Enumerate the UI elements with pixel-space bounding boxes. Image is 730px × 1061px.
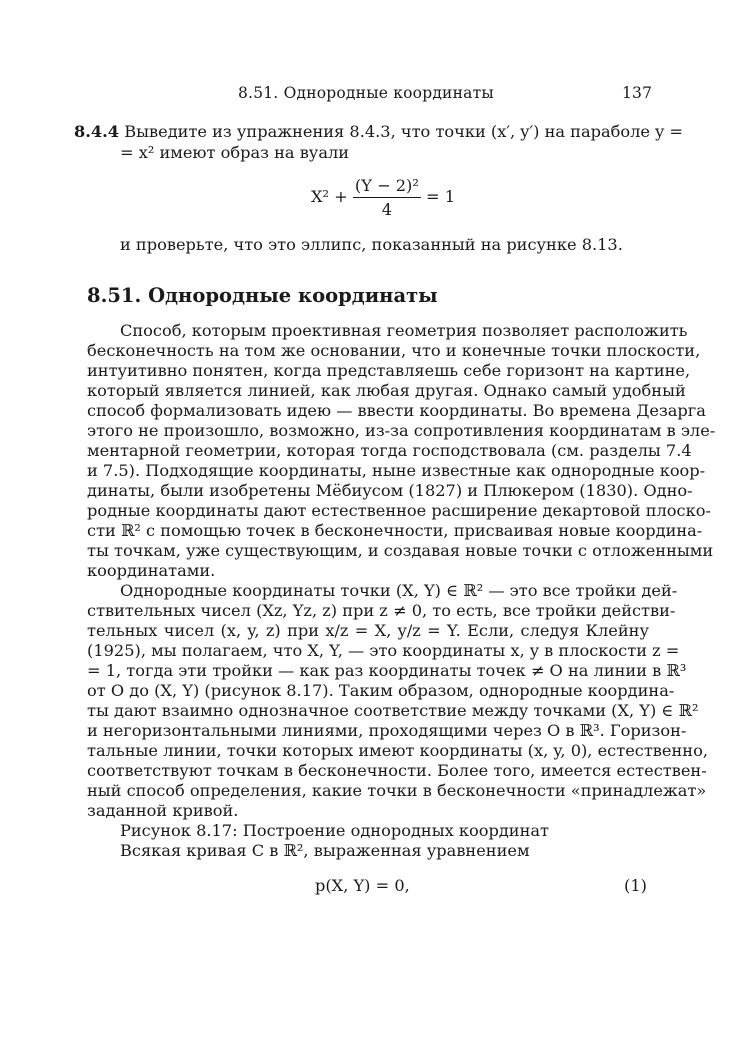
equation-1: p(X, Y) = 0, [315,876,410,895]
equation-1-number: (1) [624,876,647,895]
page-number: 137 [622,84,653,102]
p1-line-6: этого не произошло, возможно, из-за сопротивления координатам в эле- [87,421,716,440]
p2-line-5: = 1, тогда эти тройки — как раз координаты точек ≠ O на линии в ℝ³ [87,661,687,680]
p2-line-6: от O до (X, Y) (рисунок 8.17). Таким образом, однородные координа- [87,681,675,700]
p1-line-4: который является линией, как любая другая. Однако самый удобный [87,381,686,400]
p2-line-1: Однородные координаты точки (X, Y) ∈ ℝ² — это все тройки дей- [120,581,678,600]
p1-line-5: способ формализовать идею — ввести координаты. Во времена Дезарга [87,401,706,420]
p2-line-12: заданной кривой. [87,801,239,820]
p1-line-9: динаты, были изобретены Мёбиусом (1827) и Плюкером (1830). Одно- [87,481,693,500]
exercise-label: 8.4.4 [74,122,120,141]
exercise-after: и проверьте, что это эллипс, показанный на рисунке 8.13. [120,235,623,254]
equation-numerator: (Y − 2)² [353,176,421,198]
curve-intro: Всякая кривая C в ℝ², выраженная уравнением [120,841,530,860]
equation-fraction [353,176,421,219]
p2-line-9: тальные линии, точки которых имеют координаты (x, y, 0), естественно, [87,741,708,760]
display-equation-ellipse [311,176,455,219]
p1-line-8: и 7.5). Подходящие координаты, ныне известные как однородные коор- [87,461,706,480]
figure-caption: Рисунок 8.17: Построение однородных координат [120,821,549,840]
exercise-text-1: Выведите из упражнения 8.4.3, что точки (x′, y′) на параболе y = [124,122,683,141]
p1-line-2: бесконечность на том же основании, что и конечные точки плоскости, [87,341,701,360]
p1-line-12: ты точкам, уже существующим, и создавая новые точки с отложенными [87,541,714,560]
p2-line-10: соответствуют точкам в бесконечности. Более того, имеется естествен- [87,761,707,780]
p2-line-2: ствительных чисел (Xz, Yz, z) при z ≠ 0, то есть, все тройки действи- [87,601,676,620]
p1-line-3: интуитивно понятен, когда представляешь себе горизонт на картине, [87,361,691,380]
equation-denominator: 4 [381,200,393,219]
p1-line-10: родные координаты дают естественное расширение декартовой плоско- [87,501,711,520]
p1-line-13: координатами. [87,561,216,580]
p2-line-4: (1925), мы полагаем, что X, Y, — это координаты x, y в плоскости z = [87,641,680,660]
p1-line-11: сти ℝ² с помощью точек в бесконечности, присваивая новые координа- [87,521,703,540]
p2-line-11: ный способ определения, какие точки в бесконечности «принадлежат» [87,781,707,800]
exercise-line-2: = x² имеют образ на вуали [120,143,350,162]
equation-left: X² + [311,187,348,206]
p1-line-1: Способ, которым проективная геометрия позволяет расположить [120,321,688,340]
equation-right: = 1 [426,187,456,206]
p1-line-7: ментарной геометрии, которая тогда господствовала (см. разделы 7.4 [87,441,692,460]
exercise-line-1 [74,122,683,142]
p2-line-7: ты дают взаимно однозначное соответствие между точками (X, Y) ∈ ℝ² [87,701,699,720]
p2-line-8: и негоризонтальными линиями, проходящими через O в ℝ³. Горизон- [87,721,687,740]
section-title: 8.51. Однородные координаты [87,284,438,307]
p2-line-3: тельных чисел (x, y, z) при x/z = X, y/z = Y. Если, следуя Клейну [87,621,649,640]
running-title: 8.51. Однородные координаты [238,84,494,102]
